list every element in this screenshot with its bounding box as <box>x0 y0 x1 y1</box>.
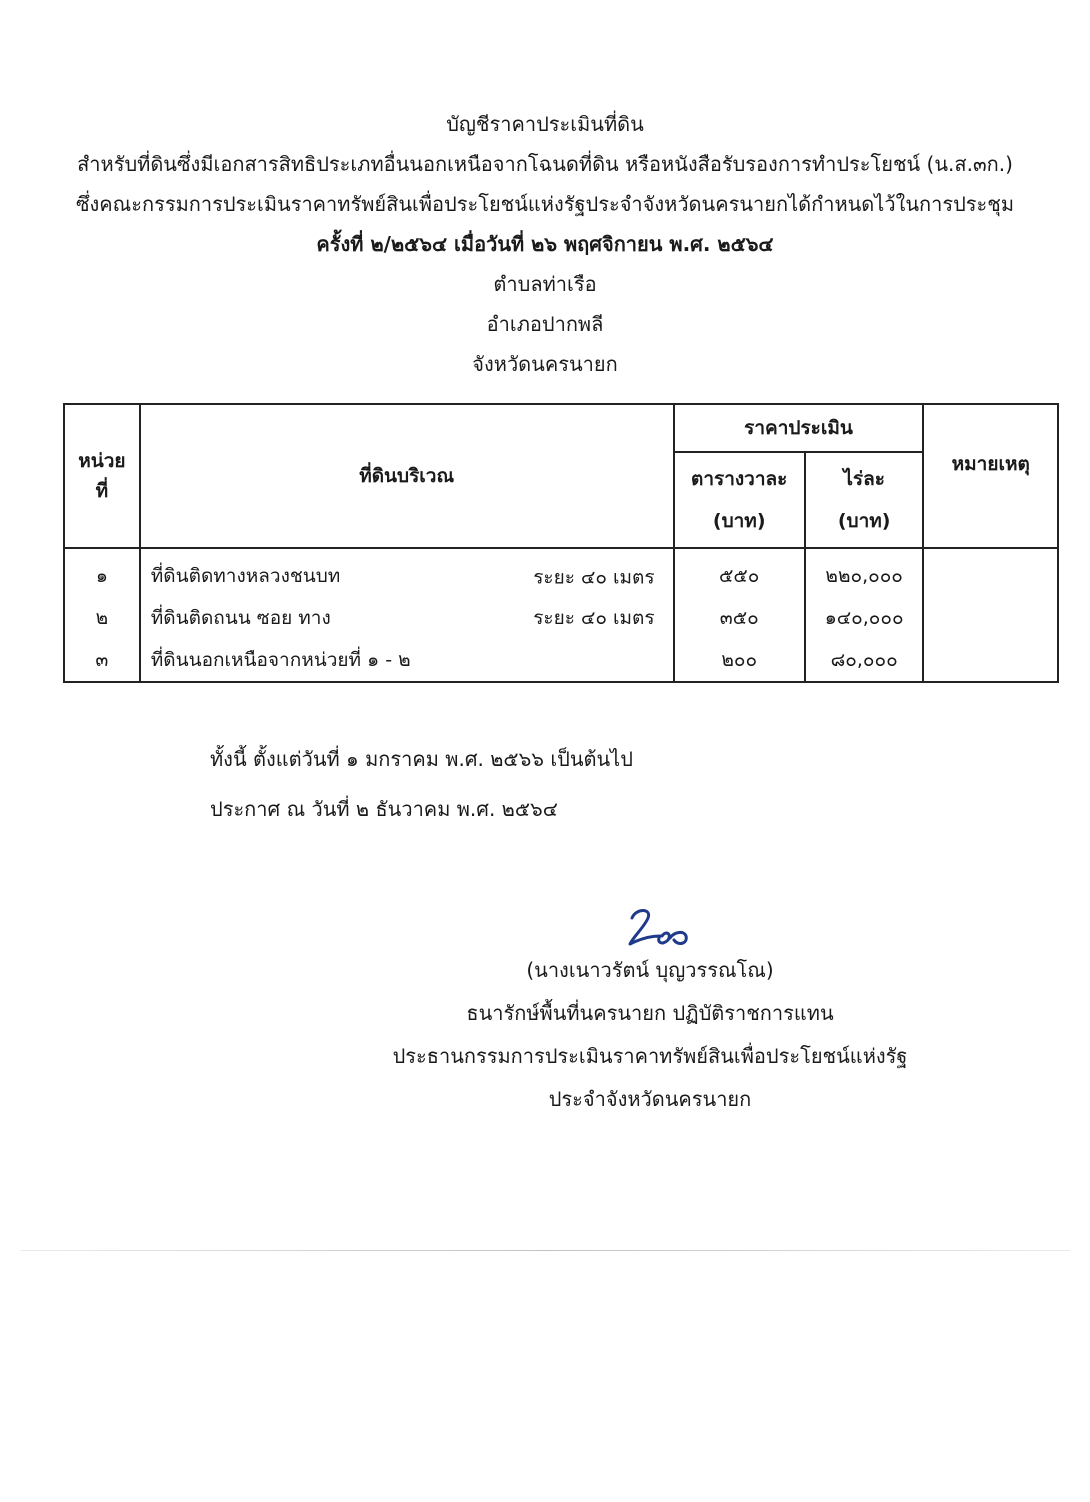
header-note: หมายเหตุ <box>923 404 1058 548</box>
handwritten-signature <box>626 906 696 950</box>
subdistrict-label: ตำบลท่าเรือ <box>493 272 597 296</box>
valuation-table <box>63 403 1059 683</box>
row-area: ที่ดินติดทางหลวงชนบท ระยะ ๔๐ เมตร <box>140 548 674 597</box>
announcement-date: ประกาศ ณ วันที่ ๒ ธันวาคม พ.ศ. ๒๕๖๔ <box>210 797 558 821</box>
table-row <box>64 597 1058 639</box>
district-label: อำเภอปากพลี <box>486 312 604 336</box>
table-row <box>64 639 1058 682</box>
header-unit: หน่วย ที่ <box>64 404 140 548</box>
row-distance: ระยะ ๔๐ เมตร <box>533 607 655 629</box>
signatory-position-3: ประจำจังหวัดนครนายก <box>548 1087 752 1111</box>
row-unit: ๒ <box>64 597 140 639</box>
heading-line-3: ซึ่งคณะกรรมการประเมินราคาทรัพย์สินเพื่อประโยชน์แห่งรัฐประจำจังหวัดนครนายกได้กำหนดไว้ในการประชุม <box>75 192 1015 216</box>
signatory-position-1: ธนารักษ์พื้นที่นครนายก ปฏิบัติราชการแทน <box>466 1001 834 1025</box>
row-note <box>923 597 1058 639</box>
row-unit: ๑ <box>64 548 140 597</box>
row-note <box>923 639 1058 682</box>
scan-artifact-line <box>20 1250 1070 1251</box>
row-per-rai: ๘๐,๐๐๐ <box>805 639 924 682</box>
row-per-wah: ๕๕๐ <box>674 548 805 597</box>
header-area: ที่ดินบริเวณ <box>140 404 674 548</box>
heading-line-2: สำหรับที่ดินซึ่งมีเอกสารสิทธิประเภทอื่นนอกเหนือจากโฉนดที่ดิน หรือหนังสือรับรองการทำประโยชน์ (น.ส.๓ก.) <box>77 152 1013 176</box>
signatory-block <box>300 950 1000 1119</box>
row-per-rai: ๑๔๐,๐๐๐ <box>805 597 924 639</box>
row-area: ที่ดินติดถนน ซอย ทาง ระยะ ๔๐ เมตร <box>140 597 674 639</box>
header-per-wah: ตารางวาละ (บาท) <box>674 452 805 548</box>
signatory-name: (นางเนาวรัตน์ บุญวรรณโณ) <box>526 958 774 982</box>
header-per-rai: ไร่ละ (บาท) <box>805 452 924 548</box>
row-unit: ๓ <box>64 639 140 682</box>
row-per-wah: ๒๐๐ <box>674 639 805 682</box>
row-per-rai: ๒๒๐,๐๐๐ <box>805 548 924 597</box>
row-area: ที่ดินนอกเหนือจากหน่วยที่ ๑ - ๒ <box>140 639 674 682</box>
header-price: ราคาประเมิน <box>674 404 924 452</box>
meeting-reference: ครั้งที่ ๒/๒๕๖๔ เมื่อวันที่ ๒๖ พฤศจิกายน พ.ศ. ๒๕๖๔ <box>316 232 774 256</box>
row-note <box>923 548 1058 597</box>
signatory-position-2: ประธานกรรมการประเมินราคาทรัพย์สินเพื่อประโยชน์แห่งรัฐ <box>392 1044 908 1068</box>
document-title: บัญชีราคาประเมินที่ดิน <box>446 112 644 136</box>
province-label: จังหวัดนครนายก <box>472 352 618 376</box>
document-heading <box>0 104 1090 384</box>
row-distance: ระยะ ๔๐ เมตร <box>533 566 655 589</box>
effective-date: ทั้งนี้ ตั้งแต่วันที่ ๑ มกราคม พ.ศ. ๒๕๖๖ เป็นต้นไป <box>210 747 633 771</box>
row-per-wah: ๓๕๐ <box>674 597 805 639</box>
table-row <box>64 548 1058 597</box>
